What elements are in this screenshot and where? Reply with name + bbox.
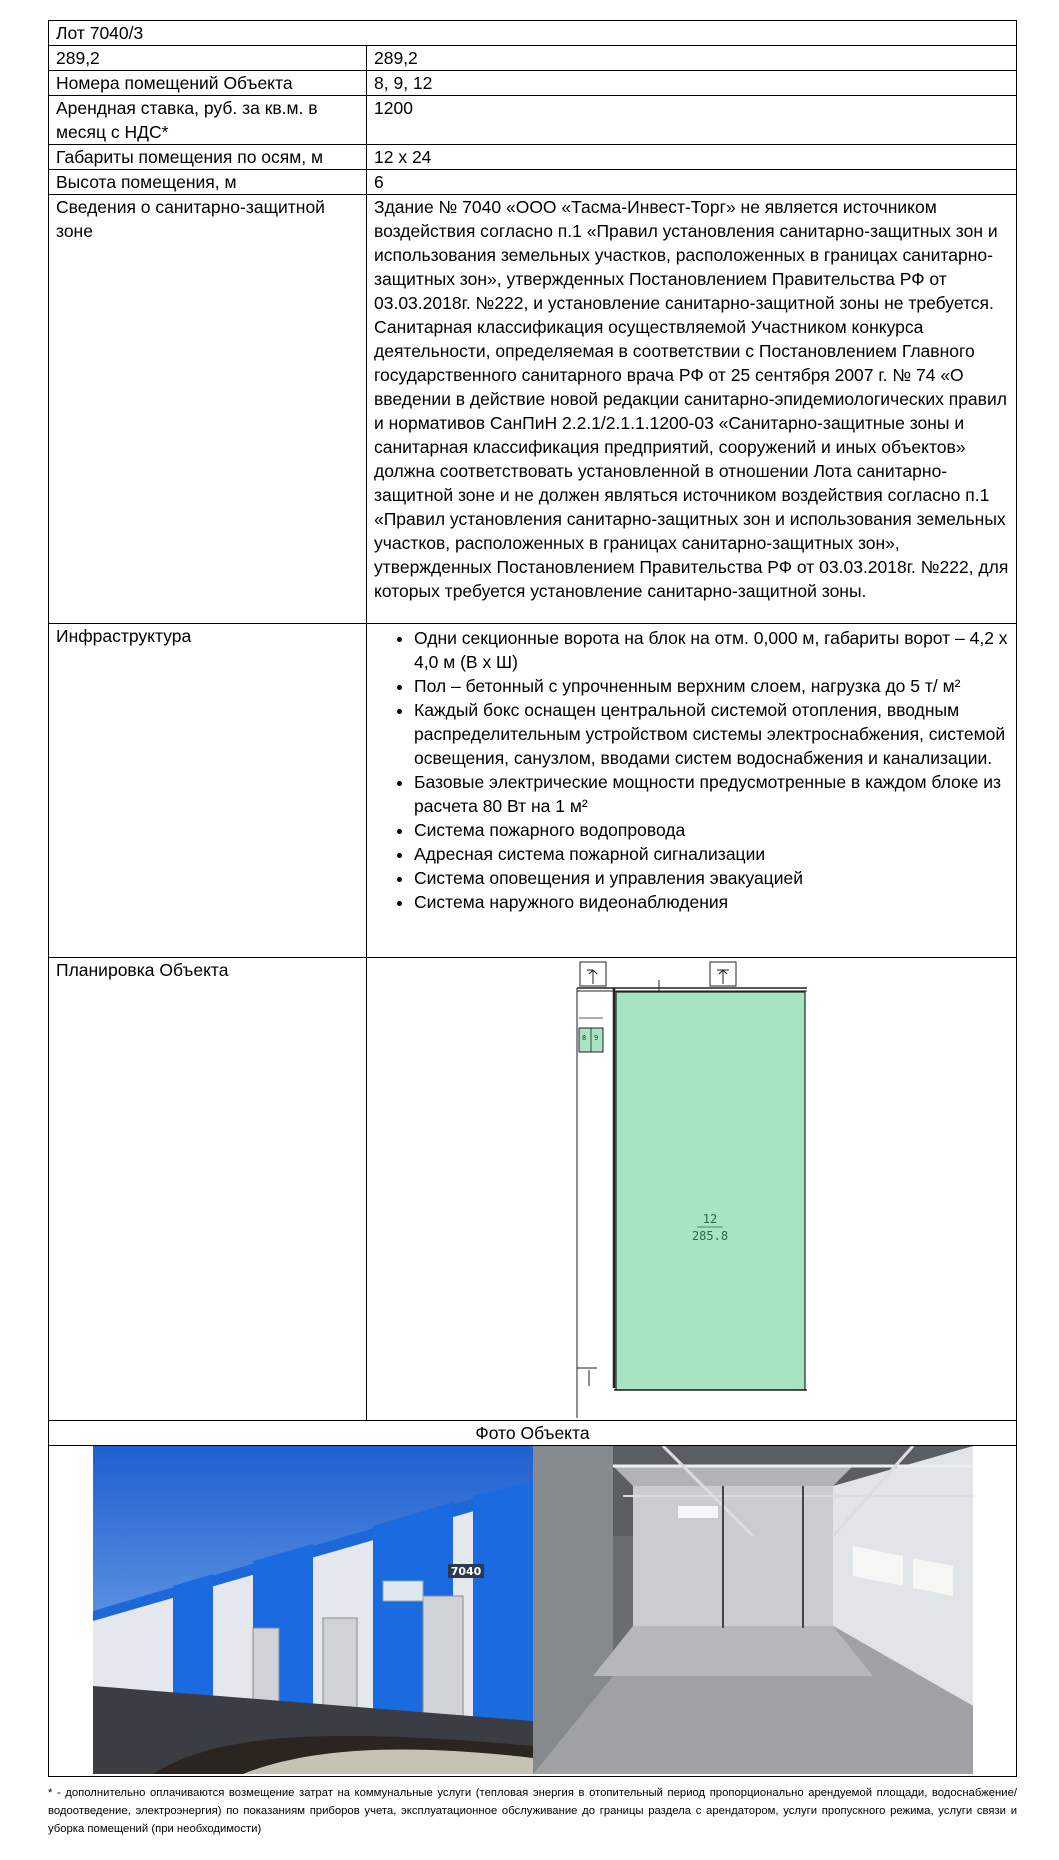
lot-title-row xyxy=(49,21,1017,46)
sanitary-row xyxy=(49,195,1017,624)
infrastructure-list xyxy=(374,626,1009,914)
lot-document xyxy=(48,20,1017,1777)
room-9-number: 9 xyxy=(594,1034,599,1042)
photos-cell xyxy=(49,1446,1017,1777)
exterior-image xyxy=(93,1446,533,1774)
row-label: Габариты помещения по осям, м xyxy=(49,145,367,170)
row-value: 1200 xyxy=(367,96,1017,145)
list-item: • Система оповещения и управления эвакуацией xyxy=(414,866,1009,890)
row-label: Номера помещений Объекта xyxy=(49,71,367,96)
list-item: • Адресная система пожарной сигнализации xyxy=(414,842,1009,866)
list-item: • Система пожарного водопровода xyxy=(414,818,1009,842)
lot-title: Лот 7040/3 xyxy=(49,21,1017,46)
row-value: 289,2 xyxy=(367,46,1017,71)
room-12-area: 285.8 xyxy=(691,1229,729,1243)
infrastructure-label: Инфраструктура xyxy=(49,624,367,958)
row-label: 289,2 xyxy=(49,46,367,71)
row-label: Высота помещения, м xyxy=(49,170,367,195)
row-value: 6 xyxy=(367,170,1017,195)
table-row xyxy=(49,71,1017,96)
row-value: 8, 9, 12 xyxy=(367,71,1017,96)
table-row xyxy=(49,46,1017,71)
sanitary-label: Сведения о санитарно-защитной зоне xyxy=(49,195,367,624)
room-12-number: 12 xyxy=(702,1212,718,1226)
interior-photo xyxy=(533,1446,973,1774)
plan-cell xyxy=(367,958,1017,1421)
room-8-number: 8 xyxy=(582,1034,587,1042)
building-number-sign: 7040 xyxy=(450,1565,481,1578)
list-item: • Система наружного видеонаблюдения xyxy=(414,890,1009,914)
table-row xyxy=(49,170,1017,195)
sanitary-text: Здание № 7040 «ООО «Тасма-Инвест-Торг» не является источником воздействия согласно п.1 «Правил установления санитарно-защитных зон и использования земельных участков, расположенных в границах санитарно-защитных зон», утвержденных Постановлением Правительства РФ от 03.03.2018г. №222, и установление санитарно-защитной зоны не требуется. Санитарная классификация осуществляемой Участником конкурса деятельности, определяемая в соответствии с Постановлением Главного государственного санитарного врача РФ от 25 сентября 2007 г. № 74 «О введении в действие новой редакции санитарно-эпидемиологических правил и нормативов СанПиН 2.2.1/2.1.1.1200-03 «Санитарно-защитные зоны и санитарная классификация предприятий, сооружений и иных объектов» должна соответствовать установленной в отношении Лота санитарно-защитной зоне и не должен являться источником воздействия согласно п.1 «Правил установления санитарно-защитных зон и использования земельных участков, расположенных в границах санитарно-защитных зон», утвержденных Постановлением Правительства РФ от 03.03.2018г. №222, для которых требуется установление санитарно-защитной зоны. xyxy=(367,195,1017,624)
row-value: 12 х 24 xyxy=(367,145,1017,170)
plan-label: Планировка Объекта xyxy=(49,958,367,1421)
photo-gallery xyxy=(56,1446,1009,1774)
photos-header: Фото Объекта xyxy=(49,1421,1017,1446)
photos-row xyxy=(49,1446,1017,1777)
floor-plan xyxy=(367,958,1016,1420)
photos-header-row xyxy=(49,1421,1017,1446)
infrastructure-row xyxy=(49,624,1017,958)
list-item: • Базовые электрические мощности предусмотренные в каждом блоке из расчета 80 Вт на 1 м² xyxy=(414,770,1009,818)
plan-row xyxy=(49,958,1017,1421)
table-row xyxy=(49,96,1017,145)
table-row xyxy=(49,145,1017,170)
list-item: • Пол – бетонный с упрочненным верхним слоем, нагрузка до 5 т/ м² xyxy=(414,674,1009,698)
building-exterior-photo xyxy=(93,1446,533,1774)
list-item: • Каждый бокс оснащен центральной системой отопления, вводным распределительным устройством системы электроснабжения, системой освещения, санузлом, вводами систем водоснабжения и канализации. xyxy=(414,698,1009,770)
infrastructure-cell xyxy=(367,624,1017,958)
lot-spec-table xyxy=(48,20,1017,1777)
list-item: • Одни секционные ворота на блок на отм. 0,000 м, габариты ворот – 4,2 х 4,0 м (В х Ш) xyxy=(414,626,1009,674)
floor-plan-drawing xyxy=(367,958,1017,1420)
interior-image xyxy=(533,1446,973,1774)
row-label: Арендная ставка, руб. за кв.м. в месяц с НДС* xyxy=(49,96,367,145)
footnote: * - дополнительно оплачиваются возмещение затрат на коммунальные услуги (тепловая энергия в отопительный период пропорционально арендуемой площади, водоснабжение/водоотведение, электроэнергия) по показаниям приборов учета, эксплуатационное обслуживание до границы раздела с арендатором, услуги пропускного режима, услуги связи и уборка помещений (при необходимости) xyxy=(48,1787,1017,1835)
